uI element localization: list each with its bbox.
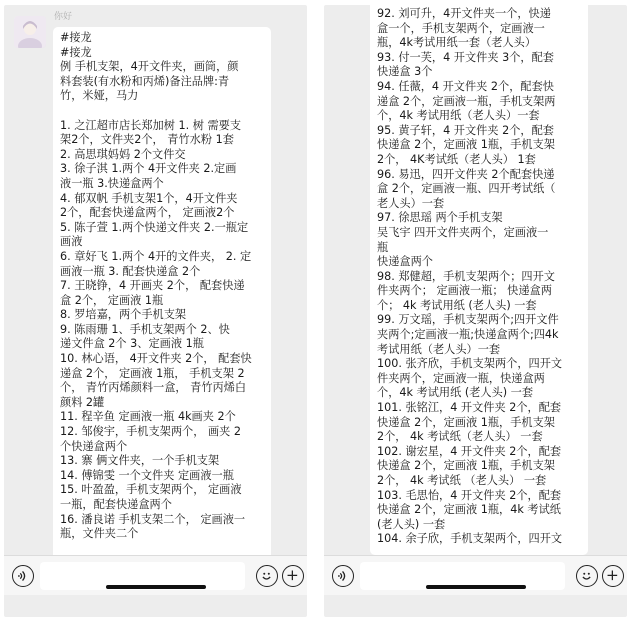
message-line: 快递盒 3个	[377, 65, 433, 79]
message-line: 99. 万文瑶，手机支架两个;四开文件	[377, 313, 559, 327]
message-line: 递盒 2个，定画液一瓶，手机支架两	[377, 94, 556, 108]
message-line: 97. 徐思瑶 两个手机支架	[377, 211, 503, 225]
message-line: 画液一瓶 3. 配套快递盒 2个	[60, 264, 201, 278]
message-line: 104. 余子欣，手机支架两个，四开文	[377, 532, 563, 546]
message-line: 一瓶，配套快递盒两个	[60, 498, 172, 511]
message-line: 13. 寨 俩文件夹，一个手机支架	[60, 454, 220, 468]
chat-screen-right	[324, 5, 627, 617]
message-line: 2个， 4K考试纸（老人头） 1套	[377, 152, 536, 166]
message-line: 夹两个;定画液一瓶;快递盒两个;四4k	[377, 328, 559, 342]
message-line: 8. 罗培嘉，两个手机支架	[60, 308, 187, 322]
message-line: 10. 林心语， 4开文件夹 2个， 配套快	[60, 352, 252, 366]
plus-button[interactable]	[602, 565, 624, 587]
message-line: #接龙	[60, 31, 92, 44]
message-line: 快递盒两个	[377, 255, 433, 269]
message-line: 92. 刘可升，4开文件夹一个，快递	[377, 7, 551, 20]
chat-input-bar	[4, 555, 307, 595]
voice-button[interactable]	[332, 565, 354, 587]
chat-screen-left	[4, 5, 307, 617]
plus-button[interactable]	[282, 565, 304, 587]
chat-input-bar	[324, 555, 627, 595]
chat-message-area[interactable]	[4, 5, 307, 555]
message-line	[60, 104, 264, 119]
message-line: 11. 程辛鱼 定画液一瓶 4k画夹 2个	[60, 410, 236, 424]
message-line: 14. 傅锦雯 一个文件夹 定画液一瓶	[60, 468, 234, 482]
message-line: 个； 4k 考试用纸 (老人头) 一套	[377, 298, 537, 312]
message-line: 3. 徐子淇 1.两个 4开文件夹 2.定画	[60, 162, 237, 176]
message-line: 95. 黄子轩，4 开文件夹 2个，配套	[377, 123, 554, 137]
message-line: 架2个，文件夹2个， 青竹水粉 1套	[60, 133, 234, 147]
message-line: 个，4k 考试用纸（老人头）一套	[377, 109, 540, 123]
message-line: 递文件盒 2个 3、定画液 1瓶	[60, 337, 204, 351]
message-line: 2个， 4k 考试纸（老人头） 一套	[377, 430, 543, 444]
voice-icon	[333, 566, 353, 586]
emoji-button[interactable]	[576, 565, 598, 587]
message-line: #接龙	[60, 45, 92, 59]
voice-icon	[13, 566, 33, 586]
message-line: 快递盒 2个，定画液 1瓶，手机支架	[377, 138, 555, 152]
message-line: 盒 2个， 定画液 1瓶	[60, 293, 164, 307]
message-line: 94. 任薇，4 开文件夹 2个，配套快	[377, 79, 554, 93]
emoji-icon	[257, 566, 277, 586]
message-line: 96. 易迅，四开文件夹 2个配套快递	[377, 167, 555, 181]
message-line: 7. 王晓铮，4 开画夹 2个， 配套快递	[60, 279, 245, 293]
message-line: 考试用纸（老人头）一套	[377, 342, 501, 356]
message-line: 4. 郁双帆 手机支架1个，4开文件夹	[60, 191, 238, 205]
message-line: 料套装(有水粉和丙烯)备注品牌:青	[60, 74, 230, 88]
home-indicator[interactable]	[426, 585, 526, 589]
message-line: 递盒 2个， 定画液 1瓶， 手机支架 2	[60, 366, 245, 380]
message-line: (老人头) 一套	[377, 517, 446, 531]
message-bubble[interactable]	[53, 27, 271, 555]
message-line: 103. 毛思怡，4 开文件夹 2个，配套	[377, 488, 562, 502]
message-line: 件夹两个，定画液一瓶，快递盒两	[377, 371, 545, 385]
voice-button[interactable]	[12, 565, 34, 587]
message-line: 个快递盒两个	[60, 439, 128, 453]
message-line: 12. 邹俊宇，手机支架两个， 画夹 2	[60, 425, 242, 439]
message-line: 93. 付一芙，4 开文件夹 3个，配套	[377, 50, 554, 64]
message-line: 快递盒 2个，定画液 1瓶，手机支架	[377, 459, 555, 473]
message-line: 101. 张铭江，4 开文件夹 2个，配套	[377, 401, 562, 415]
message-line: 盒一个，手机支架两个，定画液一	[377, 21, 545, 35]
message-line: 5. 陈子萱 1.两个快递文件夹 2.一瓶定	[60, 220, 249, 234]
message-line: 瓶，4k考试用纸一套（老人头）	[377, 36, 537, 50]
message-line: 例 手机支架，4开文件夹，画筒，颜	[60, 60, 239, 74]
message-line: 竹，米娅，马力	[60, 89, 139, 103]
message-line: 个， 青竹丙烯颜料一盒， 青竹丙烯白	[60, 381, 247, 395]
sender-avatar[interactable]	[14, 16, 46, 48]
message-line: 2个，配套快递盒两个， 定画液2个	[60, 206, 235, 220]
message-line: 1. 之江超市店长郑加树 1. 树 需要支	[60, 118, 242, 132]
message-line: 15. 叶盈盈，手机支架两个， 定画液	[60, 483, 242, 497]
message-line: 画液	[60, 235, 83, 249]
message-line: 2. 高思琪妈妈 2个文件交	[60, 147, 186, 161]
message-line: 2个， 4k 考试纸 （老人头） 一套	[377, 474, 547, 487]
message-line: 液一瓶 3.快递盒两个	[60, 176, 164, 190]
message-line: 吴飞宇 四开文件夹两个，定画液一	[377, 225, 549, 239]
plus-icon	[283, 566, 303, 586]
message-line: 盒 2个，定画液一瓶、四开考试纸（	[377, 182, 556, 196]
message-line: 6. 章好飞 1.两个 4开的文件夹， 2. 定	[60, 249, 252, 263]
message-line: 102. 谢宏星，4 开文件夹 2个，配套	[377, 444, 562, 458]
chat-message-area[interactable]	[324, 5, 627, 555]
message-line: 快递盒 2个，定画液 1瓶，手机支架	[377, 415, 555, 429]
home-indicator[interactable]	[106, 585, 206, 589]
message-line: 件夹两个； 定画液一瓶； 快递盒两	[377, 284, 552, 298]
emoji-icon	[577, 566, 597, 586]
message-line: 9. 陈雨珊 1、手机支架两个 2、快	[60, 322, 230, 336]
message-line: 100. 张齐欣，手机支架两个，四开文	[377, 357, 563, 371]
avatar-image	[14, 16, 46, 48]
message-line: 瓶，文件夹二个	[60, 527, 139, 541]
sender-name: 你好	[54, 12, 73, 22]
message-line: 16. 潘良诺 手机支架二个， 定画液一	[60, 512, 246, 526]
plus-icon	[603, 566, 623, 586]
message-line: 瓶	[377, 240, 389, 254]
message-line: 颜料 2罐	[60, 395, 105, 409]
message-line: 98. 郑健超，手机支架两个；四开文	[377, 269, 555, 283]
message-line: 个，4k 考试用纸 (老人头) 一套	[377, 386, 534, 400]
message-line: 快递盒 2个，定画液 1瓶，4k 考试纸	[377, 503, 561, 517]
emoji-button[interactable]	[256, 565, 278, 587]
message-line: 老人头）一套	[377, 196, 445, 210]
message-bubble[interactable]	[370, 5, 588, 555]
